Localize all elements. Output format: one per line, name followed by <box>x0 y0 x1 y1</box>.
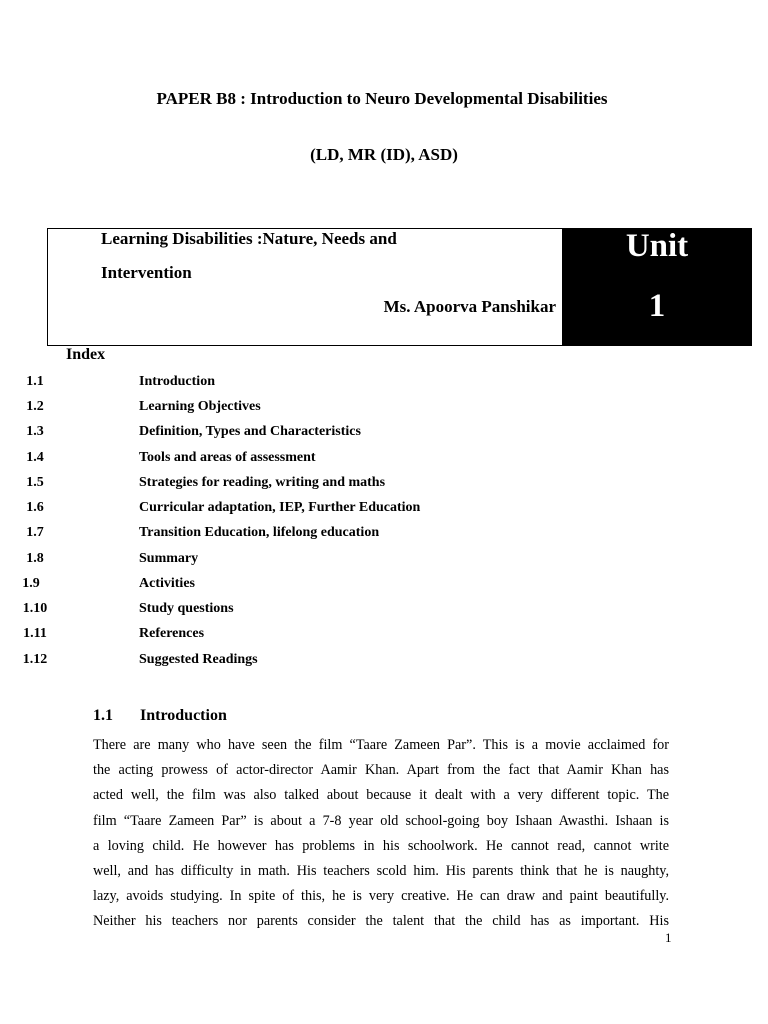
index-item-number: 1.2 <box>26 399 44 414</box>
index-item <box>0 424 768 444</box>
index-heading: Index <box>66 346 106 363</box>
body-line: well, and has difficulty in math. His teachers scold him. His parents think that he is naughty, <box>93 863 669 880</box>
unit-badge-word: Unit <box>625 228 689 264</box>
index-item-number: 1.6 <box>26 500 44 515</box>
index-item-number: 1.3 <box>26 424 44 439</box>
index-item-number: 1.7 <box>26 525 44 540</box>
body-line: acted well, the film was also talked about because it dealt with a very different topic. The <box>93 787 669 804</box>
index-item-label: References <box>139 626 205 641</box>
body-line: There are many who have seen the film “Taare Zameen Par”. This is a movie acclaimed for <box>93 737 669 753</box>
body-line: film “Taare Zameen Par” is about a 7-8 year old school-going boy Ishaan Awasthi. Ishaan is <box>93 812 669 829</box>
index-item <box>0 450 768 470</box>
index-item-label: Definition, Types and Characteristics <box>139 424 361 439</box>
paper-title: PAPER B8 : Introduction to Neuro Developmental Disabilities <box>156 89 608 108</box>
body-line: Neither his teachers nor parents consider the talent that the child has as important. His <box>93 913 669 930</box>
section-number: 1.1 <box>93 707 113 724</box>
unit-badge <box>562 228 752 346</box>
section-title: Introduction <box>140 707 227 724</box>
index-item <box>0 399 768 419</box>
index-item-label: Suggested Readings <box>139 652 258 667</box>
index-item-number: 1.9 <box>22 576 40 591</box>
index-item-label: Curricular adaptation, IEP, Further Education <box>139 500 421 515</box>
paper-subtitle: (LD, MR (ID), ASD) <box>310 145 458 164</box>
index-item-number: 1.8 <box>26 551 44 566</box>
unit-header-box <box>47 228 752 346</box>
unit-title-line-1: Learning Disabilities :Nature, Needs and <box>101 229 397 248</box>
index-item-number: 1.5 <box>26 475 44 490</box>
index-item <box>0 475 768 495</box>
index-item <box>0 601 768 621</box>
body-line: lazy, avoids studying. In spite of this, he is very creative. He can draw and paint beautifully. <box>93 888 669 905</box>
unit-author: Ms. Apoorva Panshikar <box>383 297 556 316</box>
index-item <box>0 576 768 596</box>
index-item-label: Introduction <box>139 374 215 389</box>
index-item-label: Transition Education, lifelong education <box>139 525 380 540</box>
index-item-label: Learning Objectives <box>139 399 261 414</box>
index-item-label: Tools and areas of assessment <box>139 450 316 465</box>
index-item-number: 1.4 <box>26 450 44 465</box>
body-line: the acting prowess of actor-director Aamir Khan. Apart from the fact that Aamir Khan has <box>93 762 669 779</box>
index-item-number: 1.1 <box>26 374 44 389</box>
index-item-number: 1.10 <box>22 601 48 616</box>
index-item <box>0 652 768 672</box>
index-item-label: Summary <box>139 551 199 566</box>
body-line: a loving child. He however has problems in his schoolwork. He cannot read, cannot write <box>93 837 669 854</box>
index-item <box>0 500 768 520</box>
section-body <box>93 733 669 935</box>
index-item <box>0 525 768 545</box>
index-item <box>0 374 768 394</box>
index-item-label: Activities <box>139 576 195 591</box>
unit-badge-number: 1 <box>648 288 666 324</box>
index-item-number: 1.12 <box>22 652 48 667</box>
page-number: 1 <box>665 930 672 945</box>
index-item <box>0 551 768 571</box>
index-item-label: Strategies for reading, writing and maths <box>139 475 386 490</box>
section-heading <box>93 707 227 725</box>
index-item-label: Study questions <box>139 601 234 616</box>
index-item <box>0 626 768 646</box>
unit-title-area <box>48 229 564 345</box>
unit-title-line-2: Intervention <box>101 263 192 282</box>
index-item-number: 1.11 <box>23 626 47 641</box>
